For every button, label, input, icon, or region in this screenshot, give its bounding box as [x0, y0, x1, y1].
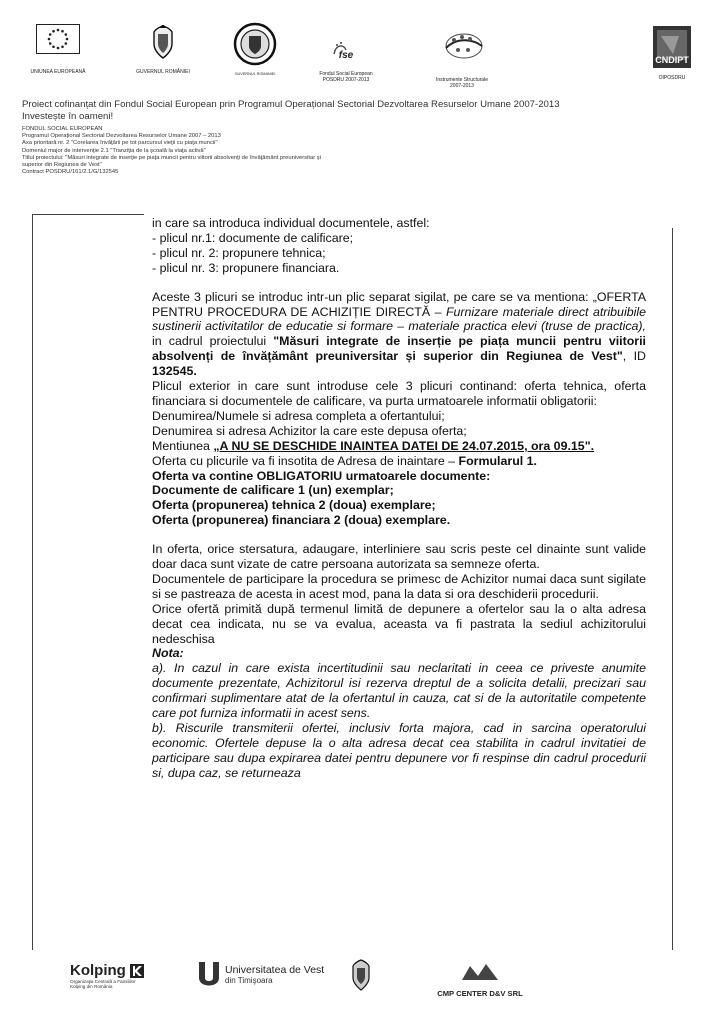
frame-left-line [32, 214, 33, 950]
round-seal-icon [233, 22, 277, 66]
kolping-sub: Organizaţia Centrală a Familiilor Kolping din România [70, 979, 136, 990]
mandatory-doc-item: Oferta (propunerea) financiara 2 (doua) exemplare. [152, 513, 451, 528]
fse-caption: Fondul Social European POSDRU 2007-2013 [319, 71, 373, 83]
cmp-emblem-icon [458, 962, 502, 982]
do-not-open-notice: Mentiunea „A NU SE DESCHIDE INAINTEA DATEI DE 24.07.2015, ora 09.15". [152, 438, 595, 453]
gov-logo [124, 24, 202, 75]
mandatory-docs-heading: Oferta va contine OBLIGATORIU urmatoarele documente: [152, 468, 491, 483]
kolping-logo [70, 962, 190, 990]
oiposdru-caption: OIPOSDRU [658, 75, 686, 81]
crest-icon [350, 958, 372, 992]
outer-envelope-paragraph: Aceste 3 plicuri se introduc intr-un plic separat sigilat, pe care se va mentiona: „OFERTA PENTRU PROCEDURA DE ACHIZIȚIE DIRECTĂ – Furnizare materiale direct atribuibile sustinerii activitatilor de educatie si formare – materiale practica elevi (truse de practica), in cadrul proiectului "Măsuri integrate de inserție pe piața muncii pentru viitorii absolvenți de învățământ preuniversitar și superior din Regiunea de Vest", ID 132545. [152, 289, 647, 379]
late-offer-paragraph: Orice ofertă primită după termenul limită de depunere a ofertelor sau la o alta adresa decat cea indicata, nu se va evalua, aceasta va fi pastrata la sediul achizitorului nedeschisa [152, 601, 646, 646]
meta-line: Domeniul major de intervenţie 2.1 "Tranziţia de la şcoală la viaţa activă" [22, 147, 206, 154]
cndipt-mark: CNDIPT [655, 55, 689, 65]
nota-b: b). Riscurile transmiterii ofertei, inclusiv forta majora, cad in sarcina operatorului economic. Ofertele depuse la o alta adresa decat cea stabilita in cadrul invitatiei de participare sau dupa expirarea datei pentru depunere vor fi respinse din cadrul procedurii si, dupa caz, se returneaza [152, 721, 646, 780]
nota-label: Nota: [152, 646, 184, 661]
cmp-name: CMP CENTER D&V SRL [437, 989, 523, 998]
meta-line: FONDUL SOCIAL EUROPEAN [22, 126, 103, 132]
footer-crest [350, 958, 372, 997]
frame-right-line [672, 228, 673, 950]
eu-logo [28, 24, 88, 75]
fse-mark: fse [338, 50, 354, 61]
uvt-logo [197, 960, 327, 988]
uvt-mark-icon [197, 960, 221, 988]
meta-line: superior din Regiunea de Vest" [22, 162, 102, 169]
uvt-line1: Universitatea de Vest [225, 963, 325, 976]
required-info-line: Denumirea si adresa Achizitor la care este depusa oferta; [152, 423, 467, 438]
meta-line: Programul Operaţional Sectorial Dezvoltarea Resurselor Umane 2007 – 2013 [22, 133, 221, 140]
kolping-k-icon [130, 964, 144, 978]
nota-a: a). In cazul in care exista incertitudinii sau neclaritati in ceea ce priveste anumite documente prezentate, Achizitorul isi rezerva dreptul de a solicita detalii, precizari sau confirmari suplimentare atat de la ofertantul in cauza, cat si de la autoritatile competente care pot furniza informatii in acest sens. [152, 661, 646, 721]
fse-logo [298, 40, 394, 83]
envelope-item: - plicul nr. 2: propunere tehnica; [152, 245, 326, 260]
mandatory-doc-item: Documente de calificare 1 (un) exemplar; [152, 483, 394, 498]
cover-letter-line: Oferta cu plicurile va fi insotita de Adresa de inaintare – Formularul 1. [152, 453, 537, 468]
eu-caption: UNIUNEA EUROPEANĂ [30, 69, 86, 75]
cndipt-logo [644, 24, 700, 81]
sealed-docs-paragraph: Documentele de participare la procedura se primesc de Achizitor numai daca sunt sigilate si se pastreaza de acesta in acest mod, pana la data si ora deschiderii procedurii. [152, 571, 646, 601]
envelope-item: - plicul nr.1: documente de calificare; [152, 230, 354, 245]
meta-line: Axa prioritară nr. 2 "Corelarea învăţării pe tot parcursul vieţii cu piaţa muncii" [22, 140, 218, 147]
frame-top-line [32, 214, 144, 215]
required-info-line: Denumirea/Numele si adresa completa a ofertantului; [152, 408, 445, 423]
gov-emblem [232, 22, 278, 77]
mandatory-doc-item: Oferta (propunerea) tehnica 2 (doua) exemplare; [152, 498, 436, 513]
corrections-paragraph: In oferta, orice stersatura, adaugare, interliniere sau scris peste cel dinainte sunt valide doar daca sunt vizate de catre persoana autorizata sa semneze oferta. [152, 542, 646, 572]
tagline-line1: Proiect cofinanțat din Fondul Social European prin Programul Operațional Sectorial Dezvoltarea Resurselor Umane 2007-2013 [22, 99, 560, 110]
uvt-line2: din Timişoara [225, 975, 273, 985]
envelope-intro: in care sa introduca individual documentele, astfel: [152, 216, 430, 230]
envelope-item: - plicul nr. 3: propunere financiara. [152, 260, 340, 275]
document-body [152, 216, 646, 781]
tagline-line2: Investește în oameni! [22, 111, 114, 122]
eu-flag-icon [36, 24, 80, 54]
instrumente-caption: Instrumente Structurale 2007-2013 [436, 77, 488, 89]
meta-line: Contract POSDRU/161/2.1/G/132545 [22, 169, 119, 176]
coat-of-arms-icon [150, 24, 176, 60]
gov-caption: GUVERNUL ROMÂNIEI [136, 69, 190, 75]
kolping-name: Kolping [70, 962, 126, 979]
meta-line: Titlul proiectului: "Măsuri integrate de inserţie pe piaţa muncii pentru viitorii absolvenţi de învăţământ preuniversitar şi [22, 154, 321, 161]
gov-emblem-text: GUVERNUL ROMANIEI [234, 72, 276, 76]
globe-ribbon-icon [434, 26, 490, 66]
exterior-envelope-paragraph: Plicul exterior in care sunt introduse cele 3 plicuri continand: oferta tehnica, oferta financiara si documentele de calificare, va purta urmatoarele informatii obligatorii: [152, 379, 646, 408]
project-meta [22, 126, 582, 176]
project-tagline [22, 99, 712, 123]
cmp-logo [420, 962, 540, 998]
instrumente-logo [420, 26, 504, 89]
